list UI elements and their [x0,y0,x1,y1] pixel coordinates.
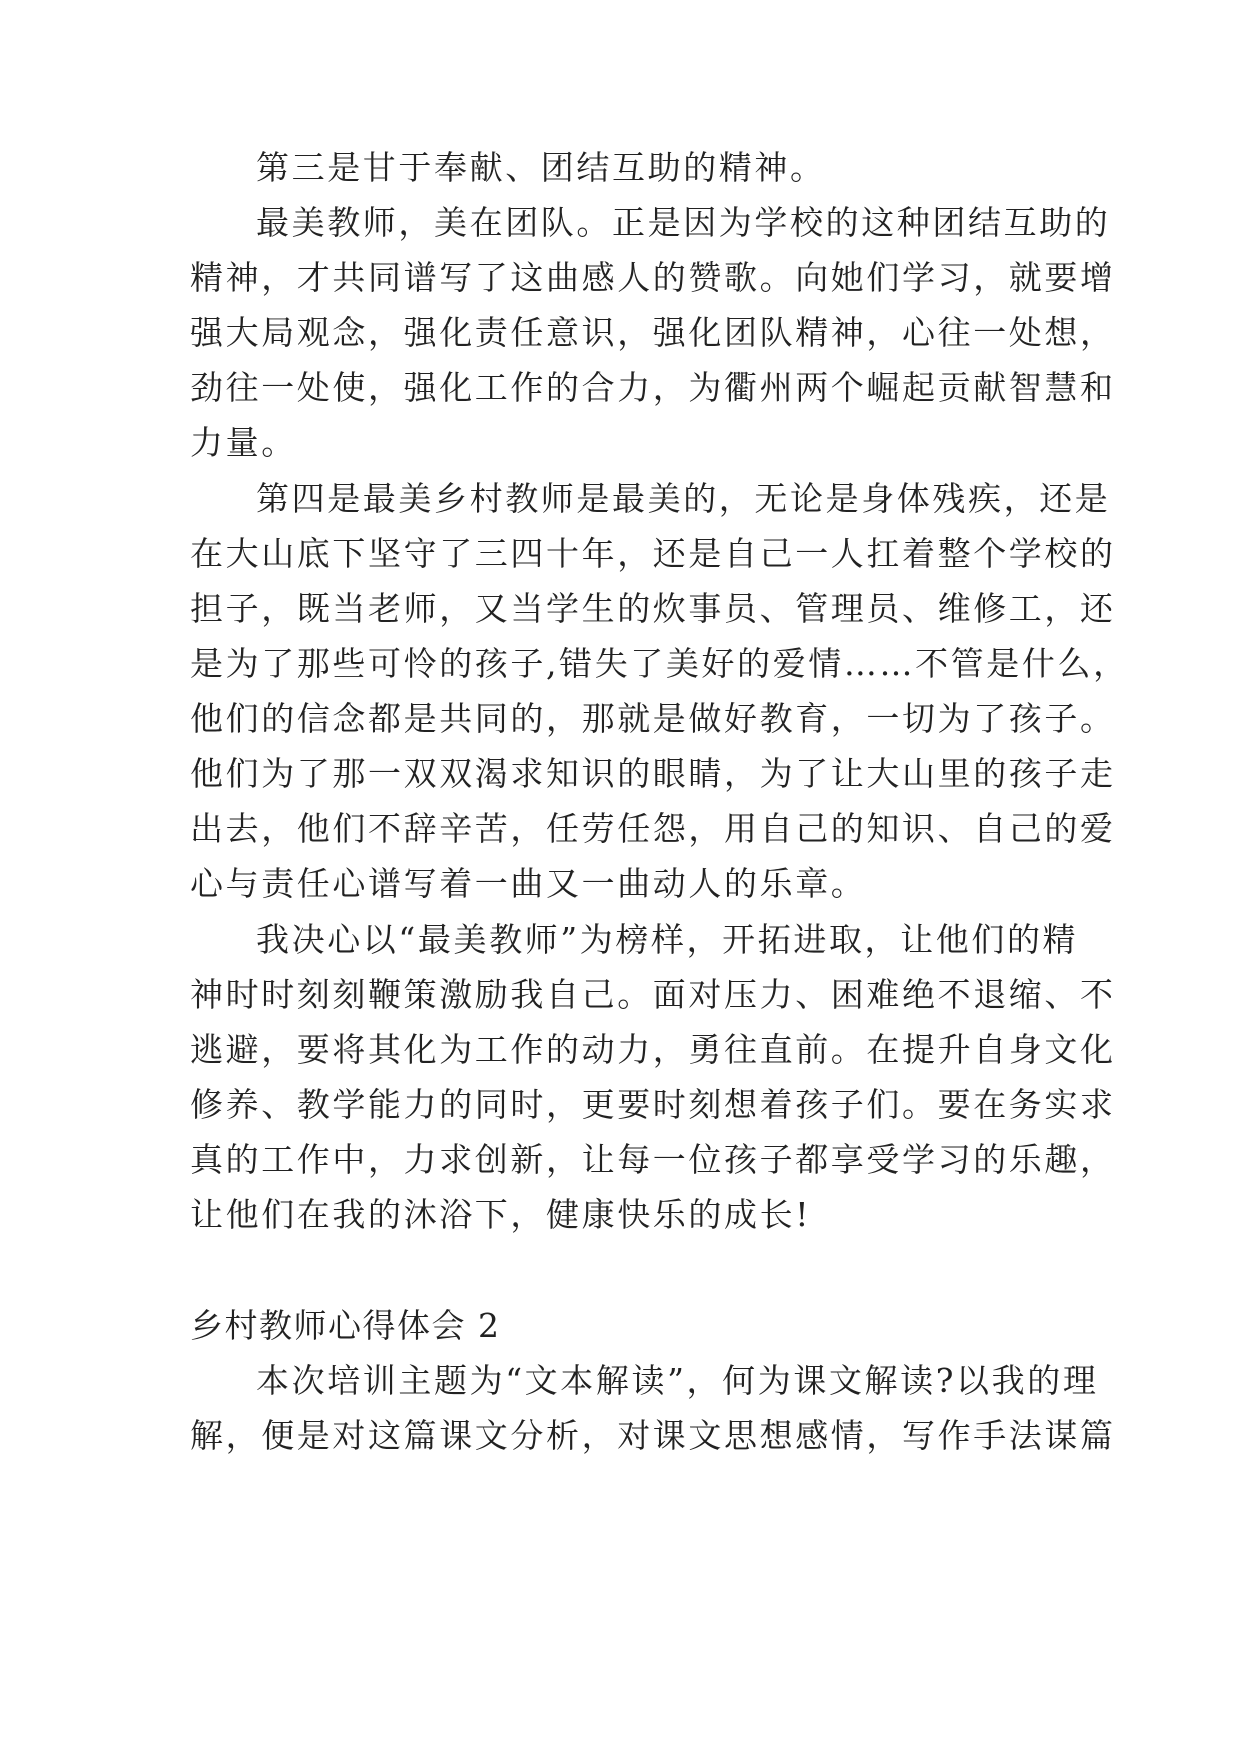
paragraph-line: 第四是最美乡村教师是最美的，无论是身体残疾，还是 [256,479,1111,518]
section-heading: 乡村教师心得体会 2 [190,1306,501,1345]
paragraph-line: 他们的信念都是共同的，那就是做好教育，一切为了孩子。 [190,699,1116,738]
paragraph-line: 我决心以“最美教师”为榜样，开拓进取，让他们的精 [256,920,1079,959]
paragraph-line: 他们为了那一双双渴求知识的眼睛，为了让大山里的孩子走 [190,754,1116,793]
paragraph-line: 强大局观念，强化责任意识，强化团队精神，心往一处想， [190,313,1116,352]
paragraph-line: 真的工作中，力求创新，让每一位孩子都享受学习的乐趣， [190,1140,1116,1179]
paragraph-line: 是为了那些可怜的孩子,错失了美好的爱情……不管是什么， [190,644,1129,683]
paragraph-line: 劲往一处使，强化工作的合力，为衢州两个崛起贡献智慧和 [190,368,1116,407]
paragraph-line: 力量。 [190,423,297,462]
paragraph-line: 解，便是对这篇课文分析，对课文思想感情，写作手法谋篇 [190,1416,1116,1455]
paragraph-line: 第三是甘于奉献、团结互助的精神。 [256,148,826,187]
paragraph-line: 担子，既当老师，又当学生的炊事员、管理员、维修工，还 [190,589,1116,628]
paragraph-line: 让他们在我的沐浴下，健康快乐的成长! [190,1195,812,1234]
paragraph-line: 神时时刻刻鞭策激励我自己。面对压力、困难绝不退缩、不 [190,975,1116,1014]
paragraph-line: 在大山底下坚守了三四十年，还是自己一人扛着整个学校的 [190,534,1116,573]
paragraph-line: 精神，才共同谱写了这曲感人的赞歌。向她们学习，就要增 [190,258,1116,297]
paragraph-line: 最美教师，美在团队。正是因为学校的这种团结互助的 [256,203,1111,242]
paragraph-line: 逃避，要将其化为工作的动力，勇往直前。在提升自身文化 [190,1030,1116,1069]
paragraph-line: 修养、教学能力的同时，更要时刻想着孩子们。要在务实求 [190,1085,1116,1124]
paragraph-line: 出去，他们不辞辛苦，任劳任怨，用自己的知识、自己的爱 [190,809,1116,848]
paragraph-line: 本次培训主题为“文本解读”，何为课文解读?以我的理 [256,1361,1099,1400]
paragraph-line: 心与责任心谱写着一曲又一曲动人的乐章。 [190,864,867,903]
